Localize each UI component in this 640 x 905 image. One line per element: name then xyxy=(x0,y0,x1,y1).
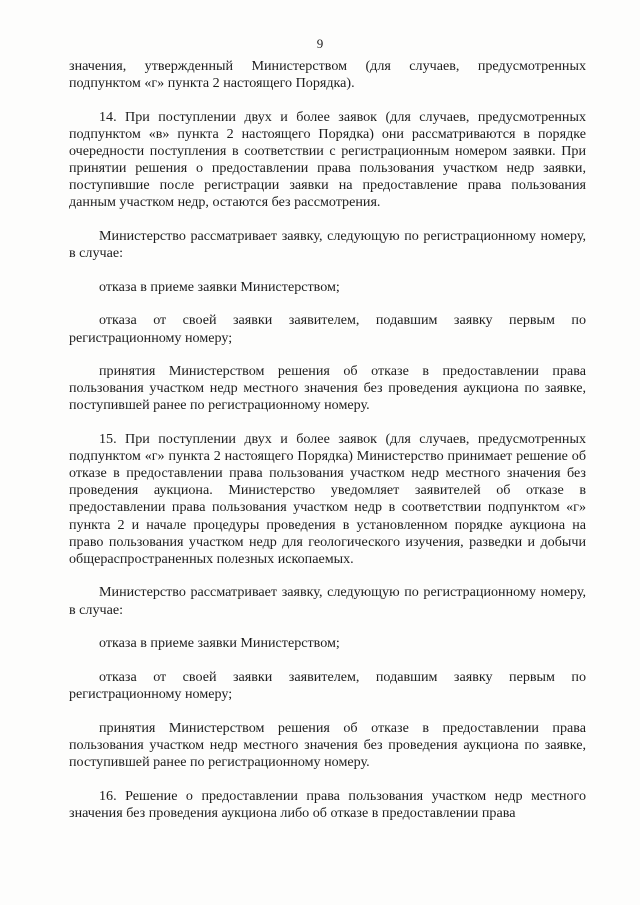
paragraph-case-withdrawal-2: отказа от своей заявки заявителем, подавшим заявку первым по регистрационному номеру; xyxy=(69,668,586,702)
paragraph-case-refusal-acceptance: отказа в приеме заявки Министерством; xyxy=(99,278,340,295)
paragraph-item-14: 14. При поступлении двух и более заявок (для случаев, предусмотренных подпунктом «в» пункта 2 настоящего Порядка) они рассматриваются в порядке очередности поступления в соответствии с регистрационным номером заявки. При принятии решения о предоставлении права пользования участком недр заявки, поступившие после регистрации заявки на предоставление права пользования данным участком недр, остаются без рассмотрения. xyxy=(69,108,586,211)
paragraph-review-intro: Министерство рассматривает заявку, следующую по регистрационному номеру, в случае: xyxy=(69,227,586,262)
paragraph-item-16: 16. Решение о предоставлении права пользования участком недр местного значения без проведения аукциона либо об отказе в предоставлении права xyxy=(69,787,586,821)
paragraph-case-refusal-decision: принятия Министерством решения об отказе в предоставлении права пользования участком недр местного значения без проведения аукциона по заявке, поступившей ранее по регистрационному номеру. xyxy=(69,363,586,414)
paragraph-review-intro-2: Министерство рассматривает заявку, следующую по регистрационному номеру, в случае: xyxy=(69,584,586,618)
page-number: 9 xyxy=(316,36,324,51)
paragraph-case-refusal-acceptance-2: отказа в приеме заявки Министерством; xyxy=(99,635,340,652)
paragraph-continuation: значения, утвержденный Министерством (для случаев, предусмотренных подпунктом «г» пункта 2 настоящего Порядка). xyxy=(69,58,586,92)
paragraph-case-withdrawal: отказа от своей заявки заявителем, подавшим заявку первым по регистрационному номеру; xyxy=(69,312,586,346)
document-body xyxy=(69,58,586,822)
paragraph-item-15: 15. При поступлении двух и более заявок (для случаев, предусмотренных подпунктом «г» пункта 2 настоящего Порядка) Министерство принимает решение об отказе в предоставлении права пользования участком недр местного значения без проведения аукциона. Министерство уведомляет заявителей об отказе в предоставлении права пользования участком недр в соответствии подпунктом «г» пункта 2 и начале процедуры проведения в установленном порядке аукциона на право пользования участком недр для геологического изучения, разведки и добычи общераспространенных полезных ископаемых. xyxy=(69,431,586,567)
paragraph-case-refusal-decision-2: принятия Министерством решения об отказе в предоставлении права пользования участком недр местного значения без проведения аукциона по заявке, поступившей ранее по регистрационному номеру. xyxy=(69,719,586,770)
